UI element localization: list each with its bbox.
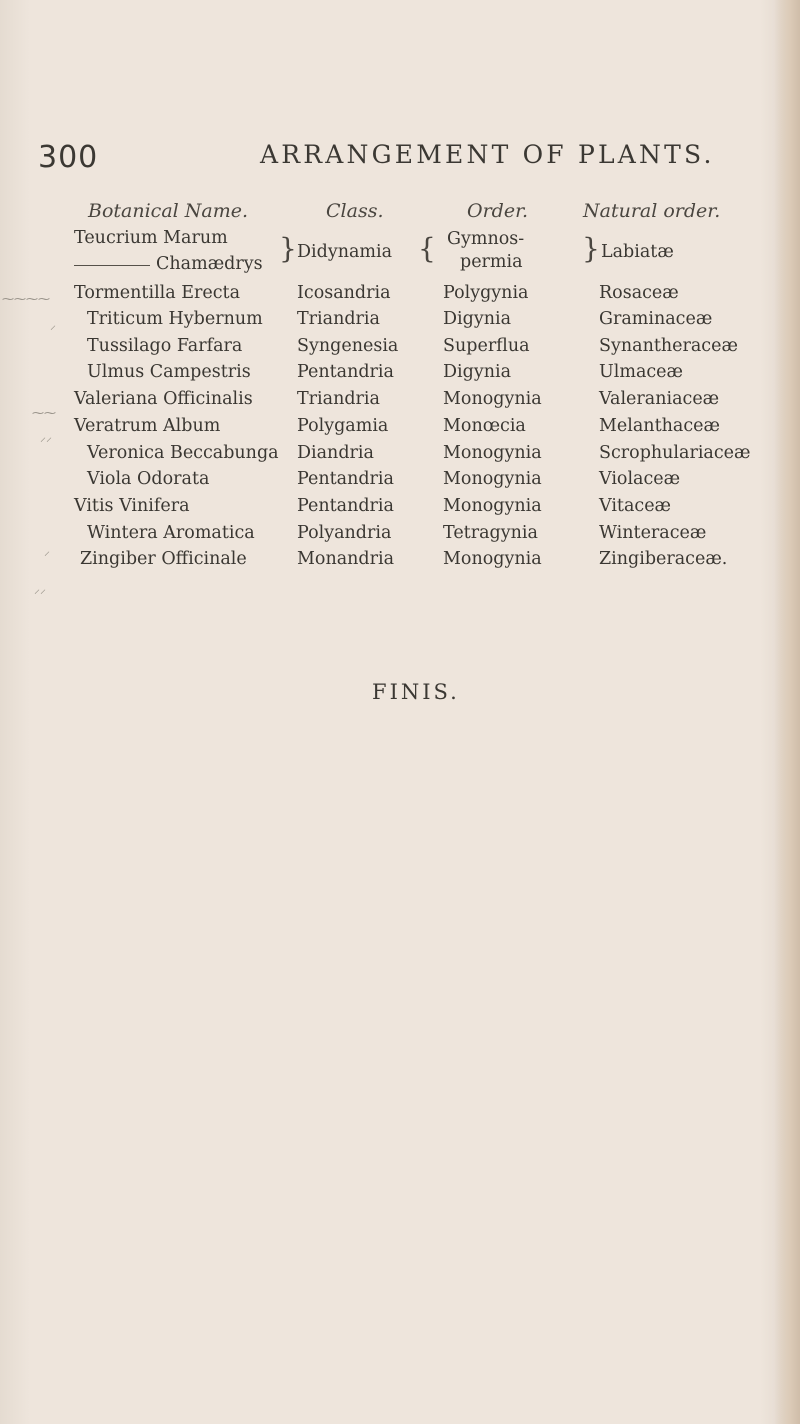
left-brace-order: { (418, 232, 436, 265)
natural-order-cell: Winteraceæ (599, 523, 707, 543)
natural-order-labiatae: Labiatæ (601, 242, 674, 262)
pencil-mark: ⁓⁓ (32, 406, 56, 420)
order-permia: permia (460, 252, 523, 272)
natural-order-cell: Rosaceæ (599, 283, 679, 303)
natural-order-cell: Violaceæ (599, 469, 681, 489)
class-cell: Pentandria (297, 362, 394, 382)
botanical-name-cell: Veronica Beccabunga (87, 443, 279, 463)
class-cell: Icosandria (297, 283, 391, 303)
pencil-mark: ⸝ (50, 318, 57, 332)
botanical-name-cell: Viola Odorata (87, 469, 210, 489)
class-cell: Monandria (297, 549, 395, 569)
order-cell: Monœcia (443, 416, 526, 436)
pencil-mark: ⸝⸝ (40, 430, 53, 444)
botanical-name-cell: Tussilago Farfara (87, 336, 243, 356)
order-cell: Monogynia (443, 549, 542, 569)
botanical-name-cell: Vitis Vinifera (74, 496, 190, 516)
page-number: 300 (38, 140, 99, 175)
natural-order-cell: Valeraniaceæ (599, 389, 720, 409)
order-cell: Tetragynia (443, 523, 538, 543)
order-gymnos: Gymnos- (447, 229, 525, 249)
natural-order-cell: Zingiberaceæ. (599, 549, 728, 569)
column-header-natural-order: Natural order. (583, 200, 721, 222)
order-cell: Superflua (443, 336, 530, 356)
natural-order-cell: Melanthaceæ (599, 416, 720, 436)
class-cell: Syngenesia (297, 336, 399, 356)
pencil-mark: ⁓⁓⁓⁓ (2, 292, 50, 306)
botanical-name-cell: Triticum Hybernum (87, 309, 263, 329)
botanical-name-teucrium: Teucrium Marum (74, 228, 228, 248)
right-brace-natural: } (582, 232, 600, 265)
class-cell: Polygamia (297, 416, 389, 436)
botanical-name-cell: Tormentilla Erecta (74, 283, 241, 303)
natural-order-cell: Vitaceæ (599, 496, 671, 516)
natural-order-cell: Graminaceæ (599, 309, 713, 329)
column-header-botanical: Botanical Name. (88, 200, 249, 222)
class-cell: Pentandria (297, 496, 394, 516)
order-cell: Monogynia (443, 443, 542, 463)
botanical-name-cell: Wintera Aromatica (87, 523, 255, 543)
order-cell: Digynia (443, 362, 512, 382)
natural-order-cell: Synantheraceæ (599, 336, 738, 356)
class-cell: Polyandria (297, 523, 392, 543)
page-edge-shadow (774, 0, 800, 1424)
class-cell: Triandria (297, 389, 380, 409)
order-cell: Monogynia (443, 496, 542, 516)
botanical-name-cell: Zingiber Officinale (80, 549, 247, 569)
botanical-name-cell: Ulmus Campestris (87, 362, 251, 382)
class-cell: Triandria (297, 309, 380, 329)
column-header-class: Class. (326, 200, 384, 222)
order-cell: Digynia (443, 309, 512, 329)
pencil-mark: ⸝⸝ (34, 582, 47, 596)
botanical-name-cell: Veratrum Album (74, 416, 221, 436)
class-didynamia: Didynamia (297, 242, 393, 262)
running-head: ARRANGEMENT OF PLANTS. (260, 140, 715, 169)
order-cell: Polygynia (443, 283, 529, 303)
class-cell: Pentandria (297, 469, 394, 489)
finis: FINIS. (372, 680, 460, 704)
natural-order-cell: Ulmaceæ (599, 362, 683, 382)
natural-order-cell: Scrophulariaceæ (599, 443, 751, 463)
botanical-name-chamaedrys: Chamædrys (156, 254, 263, 274)
order-cell: Monogynia (443, 469, 542, 489)
class-cell: Diandria (297, 443, 374, 463)
ditto-dash (74, 265, 150, 266)
right-brace-class: } (279, 232, 297, 265)
order-cell: Monogynia (443, 389, 542, 409)
pencil-mark: ⸝ (44, 544, 51, 558)
botanical-name-cell: Valeriana Officinalis (74, 389, 253, 409)
column-header-order: Order. (467, 200, 529, 222)
